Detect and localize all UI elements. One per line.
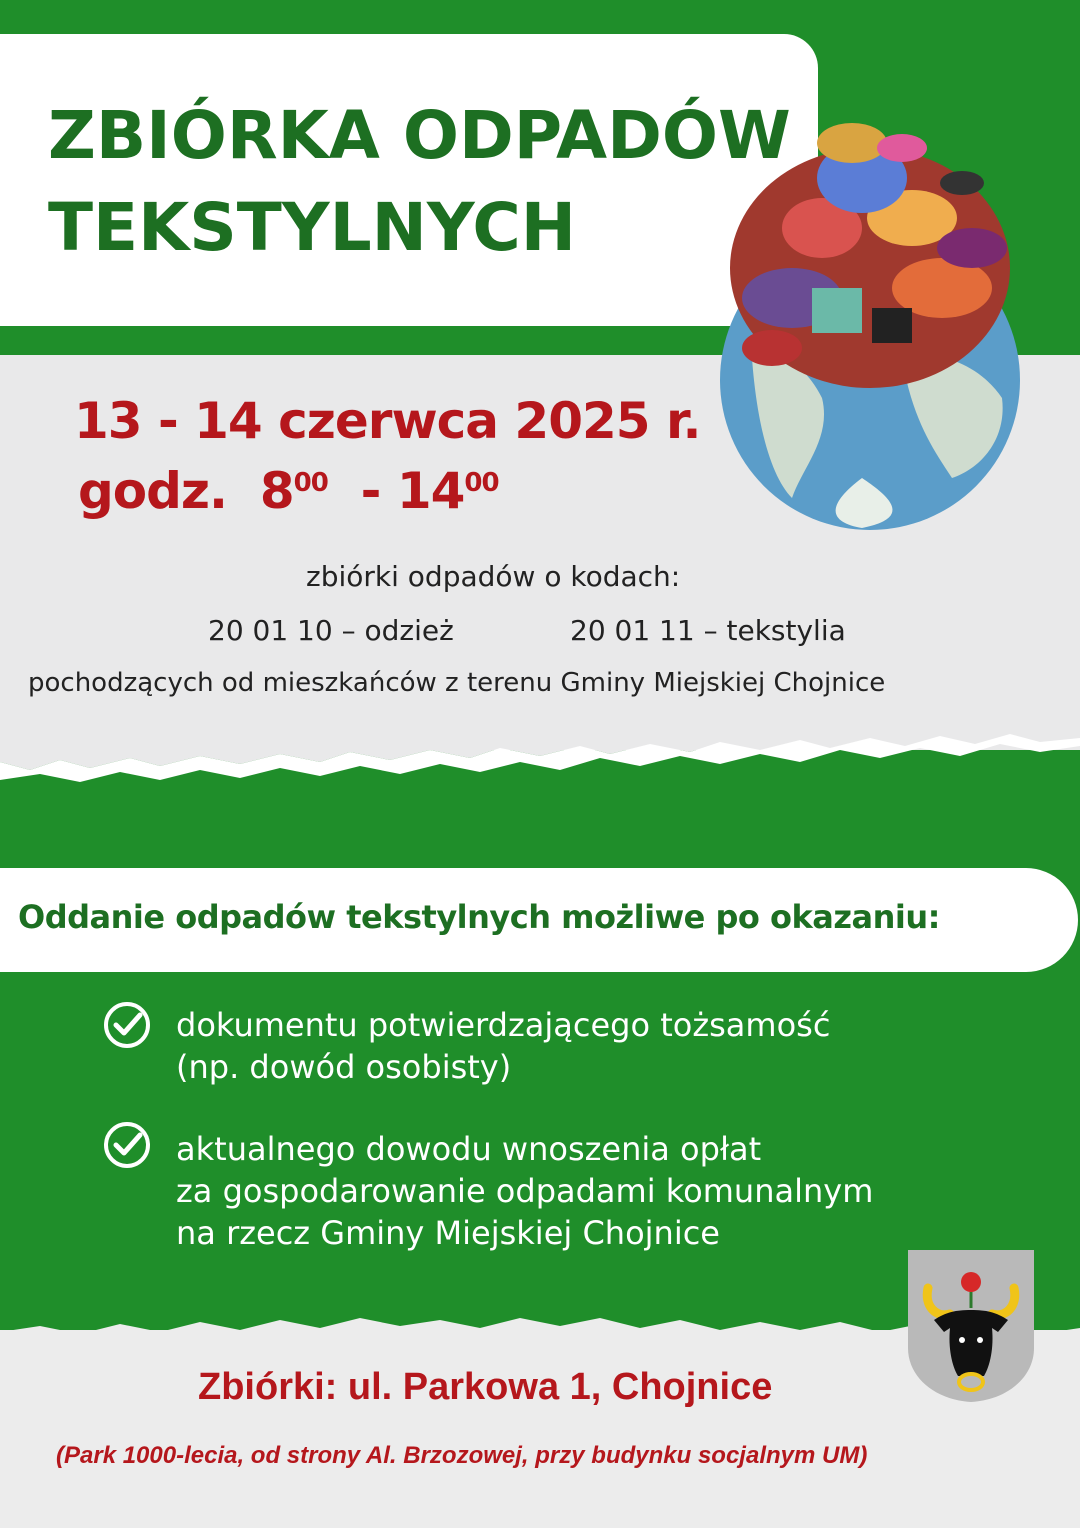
- title-line-2: TEKSTYLNYCH: [48, 189, 576, 266]
- requirement-2-line-1: aktualnego dowodu wnoszenia opłat: [176, 1130, 762, 1168]
- event-hours: [78, 462, 499, 520]
- requirement-1-line-1: dokumentu potwierdzającego tożsamość: [176, 1006, 831, 1044]
- code-textiles: 20 01 11 – tekstylia: [570, 614, 846, 647]
- collection-address-details: (Park 1000-lecia, od strony Al. Brzozowej, przy budynku socjalnym UM): [56, 1442, 868, 1469]
- hours-prefix: godz.: [78, 462, 228, 520]
- title-line-1: ZBIÓRKA ODPADÓW: [48, 97, 791, 174]
- requirement-item-2: [176, 1128, 873, 1254]
- hours-start-minutes: 00: [293, 468, 328, 498]
- codes-origin: pochodzących od mieszkańców z terenu Gminy Miejskiej Chojnice: [28, 668, 886, 698]
- check-circle-icon: [102, 1000, 152, 1050]
- hours-end-minutes: 00: [464, 468, 499, 498]
- hours-start: 8: [259, 462, 294, 520]
- globe-textiles-illustration: [712, 118, 1042, 538]
- requirement-1-line-2: (np. dowód osobisty): [176, 1048, 512, 1086]
- requirements-heading: Oddanie odpadów tekstylnych możliwe po okazaniu:: [18, 898, 940, 936]
- coat-of-arms-logo: [906, 1248, 1036, 1404]
- page-title: [48, 90, 808, 274]
- requirement-2-line-2: za gospodarowanie odpadami komunalnym: [176, 1172, 874, 1210]
- requirement-2-line-3: na rzecz Gminy Miejskiej Chojnice: [176, 1214, 720, 1252]
- requirement-item-1: [176, 1004, 830, 1088]
- event-date: 13 - 14 czerwca 2025 r.: [74, 392, 701, 450]
- check-circle-icon: [102, 1120, 152, 1170]
- code-clothing: 20 01 10 – odzież: [208, 614, 454, 647]
- codes-intro: zbiórki odpadów o kodach:: [306, 560, 681, 593]
- hours-end: - 14: [360, 462, 465, 520]
- torn-paper-edge: [0, 700, 1080, 790]
- collection-address: Zbiórki: ul. Parkowa 1, Chojnice: [198, 1366, 773, 1408]
